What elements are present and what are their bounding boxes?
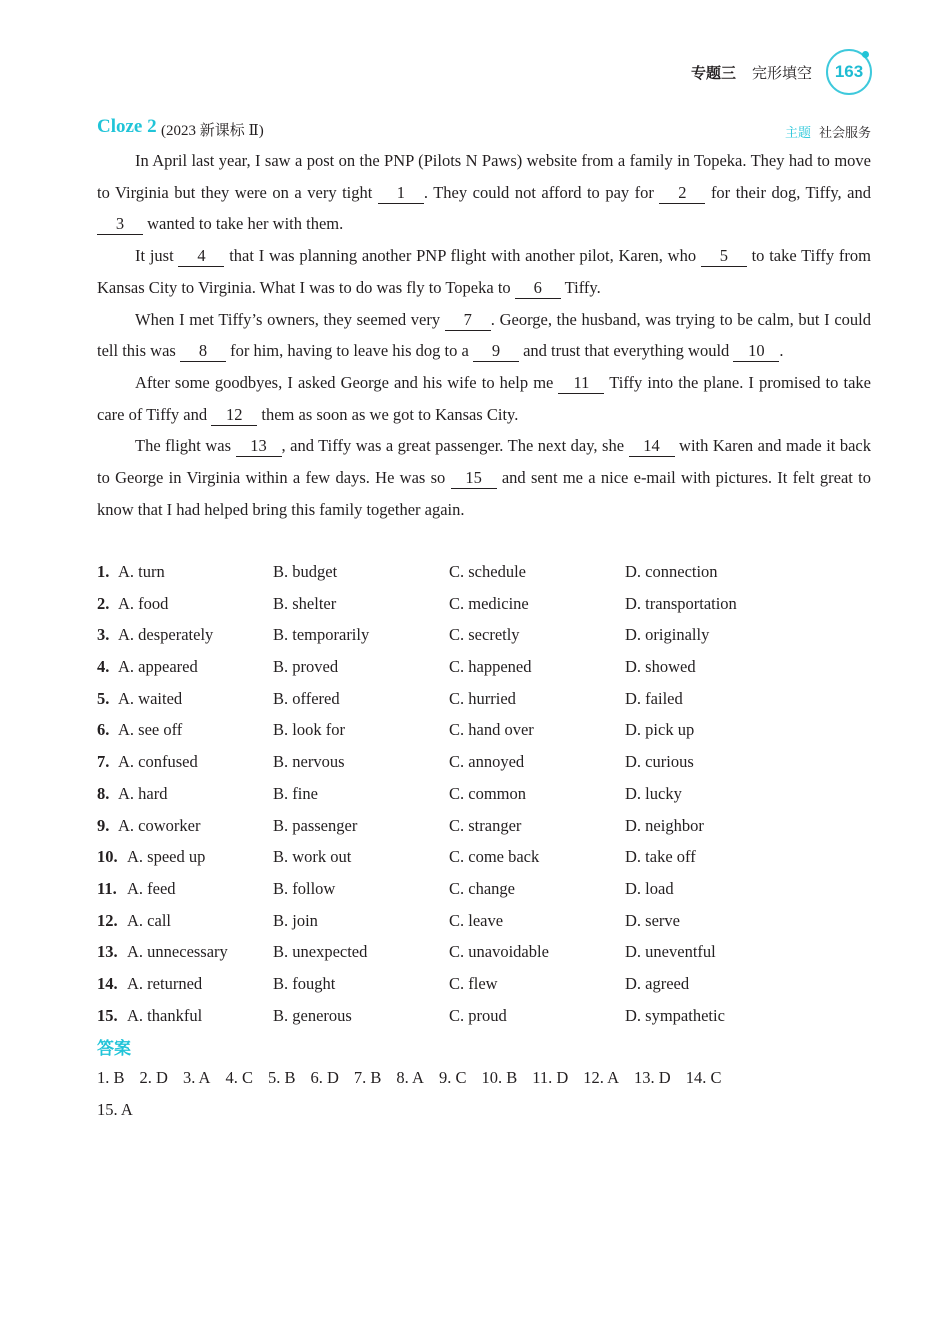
question-number: 13. — [97, 942, 118, 962]
text-run: After some goodbyes, I asked George and his wife to help me — [135, 372, 559, 392]
option-d: D. load — [625, 878, 674, 898]
option-a: A. coworker — [118, 815, 201, 835]
question-row — [97, 905, 871, 937]
question-row — [97, 651, 871, 683]
paragraph-4 — [97, 367, 871, 430]
option-b: B. budget — [273, 562, 338, 581]
text-run: that I was planning another PNP flight with another pilot, Karen, who — [224, 246, 701, 266]
option-c: C. secretly — [449, 625, 520, 645]
option-a: A. call — [127, 910, 171, 930]
option-a: A. desperately — [118, 625, 214, 645]
option-c: C. come back — [449, 847, 540, 867]
header-topic: 专题三 — [690, 64, 736, 82]
answer-item: 1. B — [97, 1068, 125, 1087]
text-run: . George, the husband, was trying to be calm, but I could tell this was — [97, 309, 871, 361]
page-header — [691, 48, 872, 96]
text-run: for their dog, Tiffy, and — [705, 182, 871, 202]
question-list — [97, 556, 871, 1031]
text-run: with Karen and made it back to George in Virginia within a few days. He was so — [97, 436, 872, 488]
blank-1: 1 — [378, 183, 424, 204]
blank-14: 14 — [629, 436, 675, 457]
blank-7: 7 — [445, 310, 491, 331]
question-number: 6. — [97, 720, 110, 740]
text-run: and sent me a nice e-mail with pictures. It felt great to know that I had helped bring this family together again. — [97, 468, 872, 519]
option-d: D. originally — [625, 625, 710, 645]
blank-11: 11 — [558, 373, 604, 394]
option-c: C. happened — [449, 657, 532, 677]
question-number: 1. — [97, 562, 110, 581]
blank-5: 5 — [701, 246, 747, 267]
answer-item: 12. A — [583, 1068, 620, 1087]
option-b: B. proved — [273, 657, 339, 677]
option-b: B. follow — [273, 878, 336, 898]
question-number: 11. — [97, 878, 117, 898]
text-run: and trust that everything would — [518, 341, 734, 361]
question-number: 4. — [97, 657, 110, 677]
option-b: B. passenger — [273, 815, 358, 835]
option-c: C. leave — [449, 910, 504, 930]
page-number: 163 — [834, 62, 864, 81]
question-number: 14. — [97, 973, 118, 993]
option-c: C. medicine — [449, 593, 529, 613]
option-d: D. uneventful — [625, 942, 716, 962]
answer-item: 6. D — [310, 1068, 339, 1087]
question-row — [97, 1000, 871, 1032]
blank-10: 10 — [733, 341, 779, 362]
option-b: B. work out — [273, 847, 352, 867]
option-a: A. thankful — [127, 1005, 203, 1025]
answer-item: 14. C — [685, 1068, 722, 1087]
blank-9: 9 — [473, 341, 519, 362]
text-run: . — [779, 341, 784, 361]
text-run: , and Tiffy was a great passenger. The next day, she — [281, 436, 629, 456]
answer-item: 11. D — [532, 1068, 569, 1087]
question-number: 5. — [97, 688, 110, 708]
question-number: 3. — [97, 625, 110, 645]
text-run: Tiffy. — [560, 277, 601, 297]
answer-item: 2. D — [139, 1068, 168, 1087]
text-run: When I met Tiffy’s owners, they seemed very — [135, 309, 445, 329]
question-row — [97, 936, 871, 968]
question-row — [97, 746, 871, 778]
blank-13: 13 — [236, 436, 282, 457]
question-row — [97, 873, 871, 905]
question-number: 12. — [97, 910, 118, 930]
paragraph-2 — [97, 240, 871, 303]
option-d: D. lucky — [625, 783, 682, 803]
option-d: D. sympathetic — [625, 1005, 725, 1025]
text-run: Tiffy into the plane. I promised to take care of Tiffy and — [97, 372, 871, 424]
option-d: D. pick up — [625, 720, 695, 740]
text-run: The flight was — [135, 436, 236, 456]
option-b: B. look for — [273, 720, 345, 740]
theme-label: 主题 — [784, 125, 811, 140]
option-a: A. turn — [118, 562, 165, 581]
question-row — [97, 588, 871, 620]
theme-tag — [785, 122, 871, 141]
option-a: A. food — [118, 593, 169, 613]
title-row — [97, 116, 871, 142]
blank-15: 15 — [451, 468, 497, 489]
option-b: B. generous — [273, 1005, 352, 1025]
option-a: A. appeared — [118, 657, 198, 677]
option-a: A. unnecessary — [127, 942, 228, 962]
option-d: D. take off — [625, 847, 696, 867]
theme-value: 社会服务 — [818, 125, 871, 140]
cloze-title: Cloze 2 — [97, 116, 157, 137]
question-number: 8. — [97, 783, 110, 803]
option-a: A. confused — [118, 752, 198, 772]
answer-item: 5. B — [267, 1068, 296, 1087]
answer-item: 7. B — [353, 1068, 382, 1087]
option-c: C. annoyed — [449, 752, 525, 772]
answer-list — [97, 1062, 871, 1125]
answer-item: 9. C — [438, 1068, 467, 1087]
text-run: to take Tiffy from Kansas City to Virginia. What I was to do was fly to Topeka to — [97, 246, 871, 297]
page-number-badge — [826, 49, 872, 95]
blank-3: 3 — [97, 214, 143, 235]
answer-item: 10. B — [481, 1068, 518, 1087]
badge-dot-icon — [862, 51, 869, 58]
text-run: for him, having to leave his dog to a — [225, 341, 473, 361]
option-a: A. waited — [118, 688, 183, 708]
option-d: D. agreed — [625, 973, 690, 993]
question-row — [97, 619, 871, 651]
option-d: D. connection — [625, 562, 718, 581]
text-run: . They could not afford to pay for — [423, 182, 660, 202]
option-c: C. stranger — [449, 815, 522, 835]
text-run: wanted to take her with them. — [143, 214, 344, 234]
question-row — [97, 683, 871, 715]
option-b: B. shelter — [273, 593, 337, 613]
option-b: B. unexpected — [273, 942, 368, 962]
question-row — [97, 556, 871, 588]
answer-heading: 答案 — [97, 1039, 131, 1058]
paragraph-3 — [97, 304, 871, 367]
option-d: D. showed — [625, 657, 696, 677]
option-d: D. curious — [625, 752, 694, 772]
answer-item: 4. C — [225, 1068, 253, 1087]
option-b: B. temporarily — [273, 625, 370, 645]
cloze-source: (2023 新课标 Ⅱ) — [161, 123, 264, 139]
answer-item: 8. A — [396, 1068, 424, 1087]
question-row — [97, 714, 871, 746]
question-number: 9. — [97, 815, 110, 835]
option-c: C. hurried — [449, 688, 516, 708]
option-a: A. feed — [127, 878, 176, 898]
text-run: It just — [135, 246, 179, 266]
blank-2: 2 — [659, 183, 705, 204]
option-a: A. see off — [118, 720, 183, 740]
option-a: A. returned — [127, 973, 203, 993]
option-b: B. offered — [273, 688, 340, 708]
blank-4: 4 — [178, 246, 224, 267]
paragraph-5 — [97, 430, 871, 525]
text-run: In April last year, I saw a post on the PNP (Pilots N Paws) website from a family in Topeka. They had to move to Virginia but they were on a very tight — [97, 151, 871, 202]
option-a: A. speed up — [127, 847, 206, 867]
question-row — [97, 841, 871, 873]
option-a: A. hard — [118, 783, 168, 803]
blank-6: 6 — [515, 278, 561, 299]
passage — [97, 145, 871, 525]
option-b: B. fine — [273, 783, 318, 803]
question-row — [97, 778, 871, 810]
answer-item: 13. D — [634, 1068, 671, 1087]
question-number: 15. — [97, 1005, 118, 1025]
question-row — [97, 968, 871, 1000]
paragraph-1 — [97, 145, 871, 240]
question-number: 7. — [97, 752, 110, 772]
question-number: 10. — [97, 847, 118, 867]
question-row — [97, 810, 871, 842]
option-c: C. common — [449, 783, 526, 803]
option-c: C. change — [449, 878, 515, 898]
option-c: C. proud — [449, 1005, 507, 1025]
text-run: them as soon as we got to Kansas City. — [257, 404, 519, 424]
option-c: C. unavoidable — [449, 942, 549, 962]
question-number: 2. — [97, 593, 110, 613]
option-c: C. flew — [449, 973, 498, 993]
option-c: C. schedule — [449, 562, 526, 581]
option-d: D. neighbor — [625, 815, 704, 835]
blank-12: 12 — [211, 405, 257, 426]
answer-item: 3. A — [182, 1068, 211, 1087]
option-d: D. serve — [625, 910, 680, 930]
option-d: D. failed — [625, 688, 683, 708]
option-b: B. nervous — [273, 752, 345, 772]
header-section: 完形填空 — [751, 64, 812, 82]
option-d: D. transportation — [625, 593, 737, 613]
option-c: C. hand over — [449, 720, 534, 740]
option-b: B. fought — [273, 973, 336, 993]
answer-item: 15. A — [97, 1099, 133, 1119]
blank-8: 8 — [180, 341, 226, 362]
option-b: B. join — [273, 910, 318, 930]
